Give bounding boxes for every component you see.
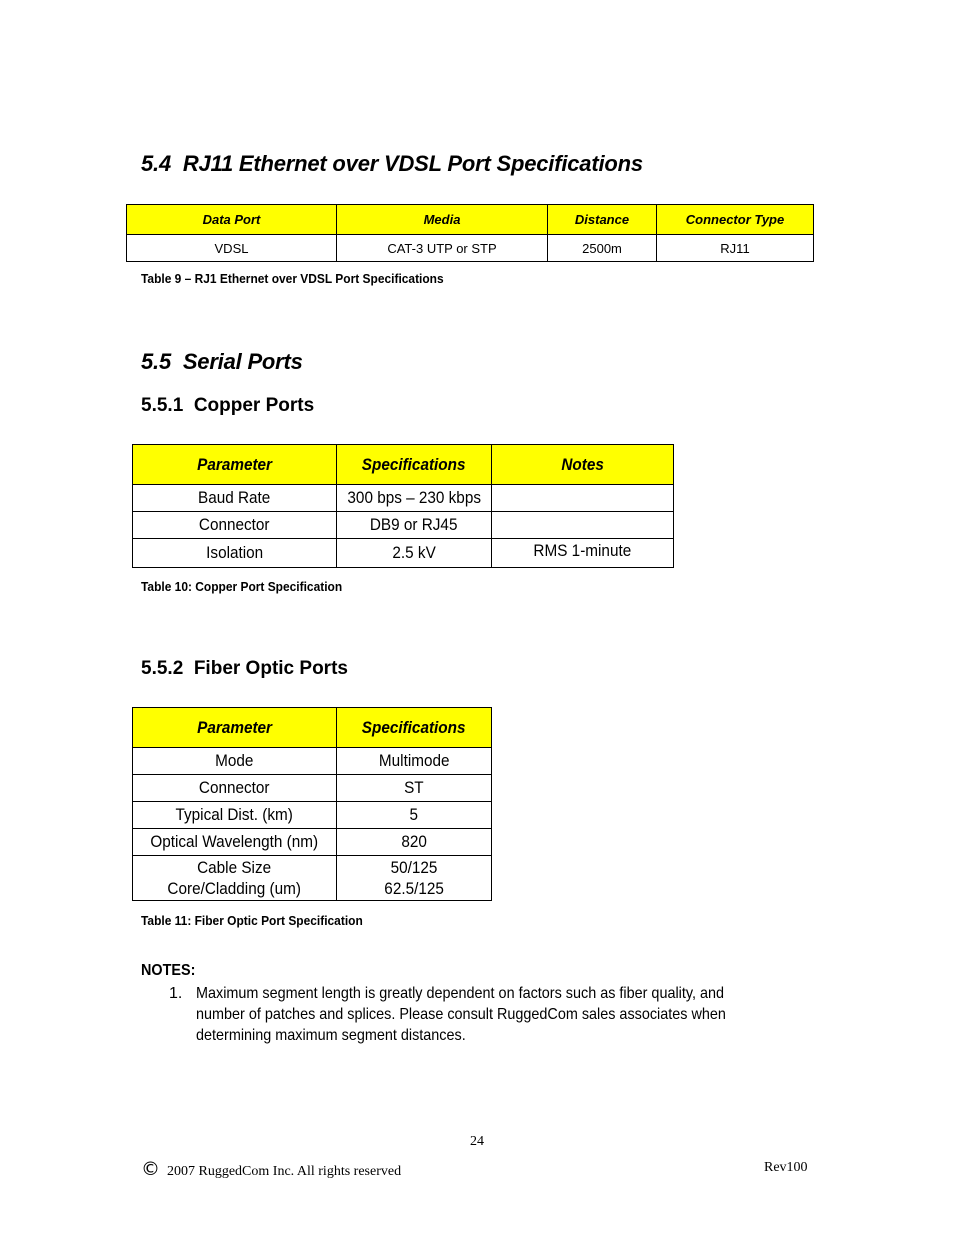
copyright-line [141,1158,401,1180]
table-cell: 50/125 62.5/125 [337,856,492,901]
table-cell: 2500m [548,235,657,262]
subsection-title: Copper Ports [193,395,315,416]
subsection-number: 5.5.2 [141,658,184,679]
table-cell: Multimode [337,748,492,775]
header-specifications: Specifications [337,445,492,485]
table-10-caption: Table 10: Copper Port Specification [141,579,343,594]
table-cell: CAT-3 UTP or STP [337,235,548,262]
revision-label: Rev100 [764,1160,808,1175]
table-row [133,775,492,802]
table-cell: Baud Rate [133,485,337,512]
header-parameter: Parameter [133,708,337,748]
table-cell: Typical Dist. (km) [133,802,337,829]
table-row [133,802,492,829]
subsection-heading-5-5-1 [141,395,314,417]
table-cell: Optical Wavelength (nm) [133,829,337,856]
section-heading-5-5 [141,349,303,375]
table-row [133,512,674,539]
subsection-title: Fiber Optic Ports [193,658,348,679]
page-number: 24 [470,1134,484,1149]
table-cell: 820 [337,829,492,856]
table-cell: Mode [133,748,337,775]
table-header-row [127,205,814,235]
table-cell: Connector [133,775,337,802]
table-cell: 300 bps – 230 kbps [337,485,492,512]
table-row [127,235,814,262]
header-data-port: Data Port [127,205,337,235]
table-header-row [133,445,674,485]
header-parameter: Parameter [133,445,337,485]
table-cell: 5 [337,802,492,829]
table-row [133,856,492,901]
table-9-caption: Table 9 – RJ1 Ethernet over VDSL Port Specifications [141,271,444,286]
table-cell [492,485,674,512]
table-cell: VDSL [127,235,337,262]
note-number: 1. [169,985,183,1002]
table-cell: 2.5 kV [337,539,492,568]
table-11-caption: Table 11: Fiber Optic Port Specification [141,913,363,928]
table-row [133,748,492,775]
fiber-optic-port-spec-table [132,707,492,901]
section-title: RJ11 Ethernet over VDSL Port Specifications [182,151,643,176]
table-cell: RMS 1-minute [492,539,674,568]
copyright-text: 2007 RuggedCom Inc. All rights reserved [167,1164,402,1179]
vdsl-port-spec-table [126,204,814,262]
table-cell: ST [337,775,492,802]
table-row [133,539,674,568]
table-header-row [133,708,492,748]
section-number: 5.5 [141,349,171,374]
note-text: Maximum segment length is greatly dependent on factors such as fiber quality, and number of patches and splices. Please consult RuggedCom sales associates when determining maximum segment distances. [196,985,726,1044]
table-cell: Cable Size Core/Cladding (um) [133,856,337,901]
header-media: Media [337,205,548,235]
subsection-heading-5-5-2 [141,658,348,680]
header-notes: Notes [492,445,674,485]
header-distance: Distance [548,205,657,235]
table-row [133,829,492,856]
table-cell: RJ11 [657,235,814,262]
section-number: 5.4 [141,151,171,176]
section-title: Serial Ports [182,349,303,374]
notes-heading: NOTES: [141,962,196,979]
table-row [133,485,674,512]
header-connector-type: Connector Type [657,205,814,235]
table-cell: DB9 or RJ45 [337,512,492,539]
header-specifications: Specifications [337,708,492,748]
subsection-number: 5.5.1 [141,395,184,416]
table-cell: Connector [133,512,337,539]
copper-port-spec-table [132,444,674,568]
section-heading-5-4 [141,151,643,177]
table-cell: Isolation [133,539,337,568]
copyright-symbol: © [141,1158,160,1180]
table-cell [492,512,674,539]
